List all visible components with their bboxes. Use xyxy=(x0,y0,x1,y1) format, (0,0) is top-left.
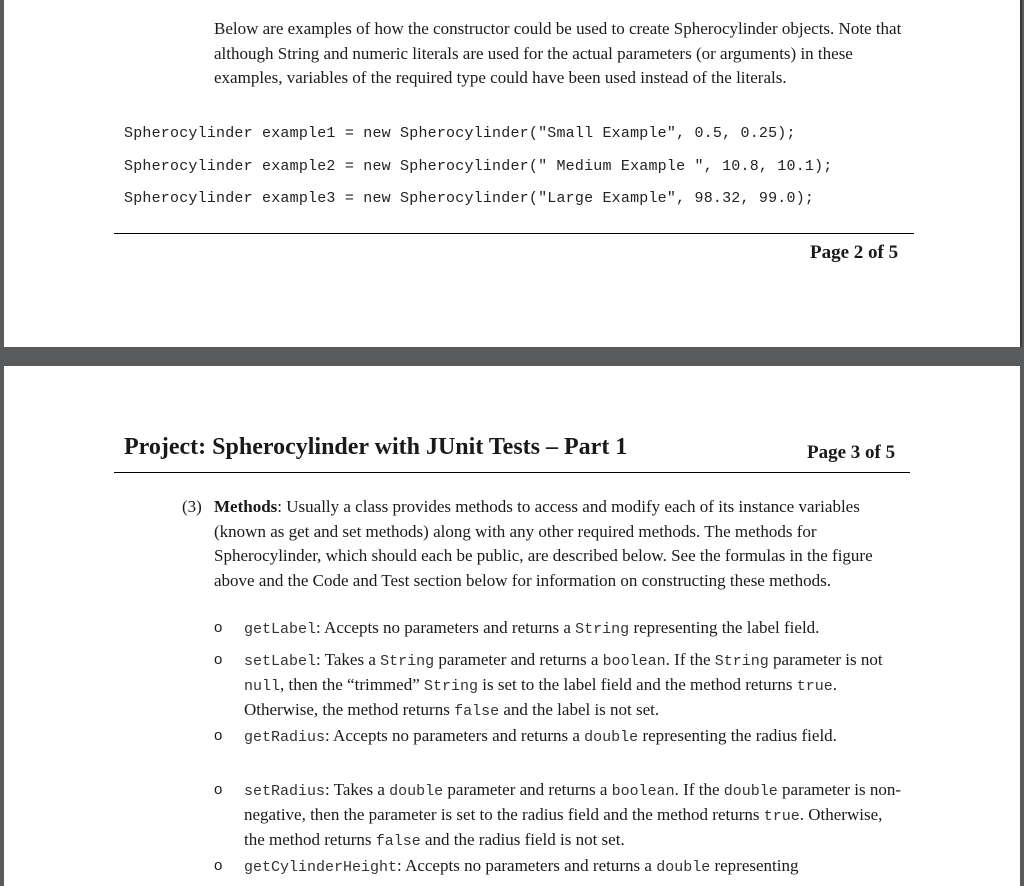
method-description: . Otherwise, the method returns xyxy=(244,805,883,849)
code-keyword: false xyxy=(375,833,421,850)
code-keyword: double xyxy=(723,783,778,800)
method-description: and the radius field is not set. xyxy=(420,830,625,849)
code-keyword: String xyxy=(575,621,630,638)
method-description: parameter is non-negative, then the parameter is set to the radius field and the method returns xyxy=(244,780,901,824)
method-item-getRadius xyxy=(244,724,904,749)
method-description: : Takes a xyxy=(316,650,381,669)
method-item-setRadius xyxy=(244,778,904,853)
method-description: and the label is not set. xyxy=(499,700,660,719)
method-description: representing xyxy=(710,856,799,875)
intro-paragraph: Below are examples of how the constructor could be used to create Spherocylinder objects. Note that although String and numeric literals are used for the actual parameters (or arguments) in these examples, variables of the required type could have been used instead of the literals. xyxy=(214,19,902,87)
method-description: parameter is not xyxy=(768,650,883,669)
code-line-example2: Spherocylinder example2 = new Spherocylinder(" Medium Example ", 10.8, 10.1); xyxy=(124,158,833,175)
method-description: . Otherwise, the method returns xyxy=(244,675,837,719)
section-text: : Usually a class provides methods to access and modify each of its instance variables (known as get and set methods) along with any other required methods. The methods for Spherocylinder, which should each be public, are described below. See the formulas in the figure above and the Code and Test section below for information on constructing these methods. xyxy=(214,497,873,590)
method-description: representing the label field. xyxy=(629,618,820,637)
bullet-marker: o xyxy=(214,651,223,668)
page-header-title: Project: Spherocylinder with JUnit Tests – Part 1 xyxy=(124,434,628,460)
method-item-getLabel xyxy=(244,616,904,641)
code-keyword: double xyxy=(389,783,444,800)
method-description: parameter and returns a xyxy=(434,650,603,669)
method-description: : Accepts no parameters and returns a xyxy=(316,618,576,637)
bullet-marker: o xyxy=(214,857,223,874)
page-number: Page 2 of 5 xyxy=(810,242,899,263)
method-description: : Takes a xyxy=(325,780,390,799)
method-item-getCylinderHeight xyxy=(244,854,904,879)
bullet-marker: o xyxy=(214,781,223,798)
header-rule xyxy=(114,472,910,473)
footer-rule xyxy=(114,233,914,234)
code-keyword: double xyxy=(584,729,639,746)
method-name: getRadius xyxy=(244,729,326,746)
code-keyword: boolean xyxy=(602,653,666,670)
method-description: , then the “trimmed” xyxy=(280,675,424,694)
method-description: parameter and returns a xyxy=(443,780,612,799)
code-line-example1: Spherocylinder example1 = new Spherocylinder("Small Example", 0.5, 0.25); xyxy=(124,125,796,142)
code-keyword: double xyxy=(656,859,711,876)
code-keyword: String xyxy=(424,678,479,695)
section-heading: Methods xyxy=(214,497,278,516)
method-name: setLabel xyxy=(244,653,317,670)
page-number: Page 3 of 5 xyxy=(807,442,896,463)
section-paragraph xyxy=(214,495,874,593)
code-keyword: false xyxy=(454,703,500,720)
bullet-marker: o xyxy=(214,727,223,744)
method-name: setRadius xyxy=(244,783,326,800)
method-description: . If the xyxy=(665,650,715,669)
code-keyword: true xyxy=(796,678,833,695)
code-keyword: true xyxy=(763,808,800,825)
section-number: (3) xyxy=(182,497,202,516)
code-keyword: String xyxy=(380,653,435,670)
method-name: getLabel xyxy=(244,621,317,638)
method-description: : Accepts no parameters and returns a xyxy=(325,726,585,745)
method-name: getCylinderHeight xyxy=(244,859,398,876)
method-description: representing the radius field. xyxy=(638,726,837,745)
code-line-example3: Spherocylinder example3 = new Spherocylinder("Large Example", 98.32, 99.0); xyxy=(124,190,815,207)
method-item-setLabel xyxy=(244,648,904,723)
code-keyword: boolean xyxy=(611,783,675,800)
document-page-2 xyxy=(4,0,1022,347)
document-page-3 xyxy=(4,366,1020,886)
bullet-marker: o xyxy=(214,619,223,636)
method-description: : Accepts no parameters and returns a xyxy=(397,856,657,875)
method-description: is set to the label field and the method returns xyxy=(478,675,797,694)
method-description: . If the xyxy=(674,780,724,799)
code-keyword: String xyxy=(714,653,769,670)
code-keyword: null xyxy=(244,678,281,695)
